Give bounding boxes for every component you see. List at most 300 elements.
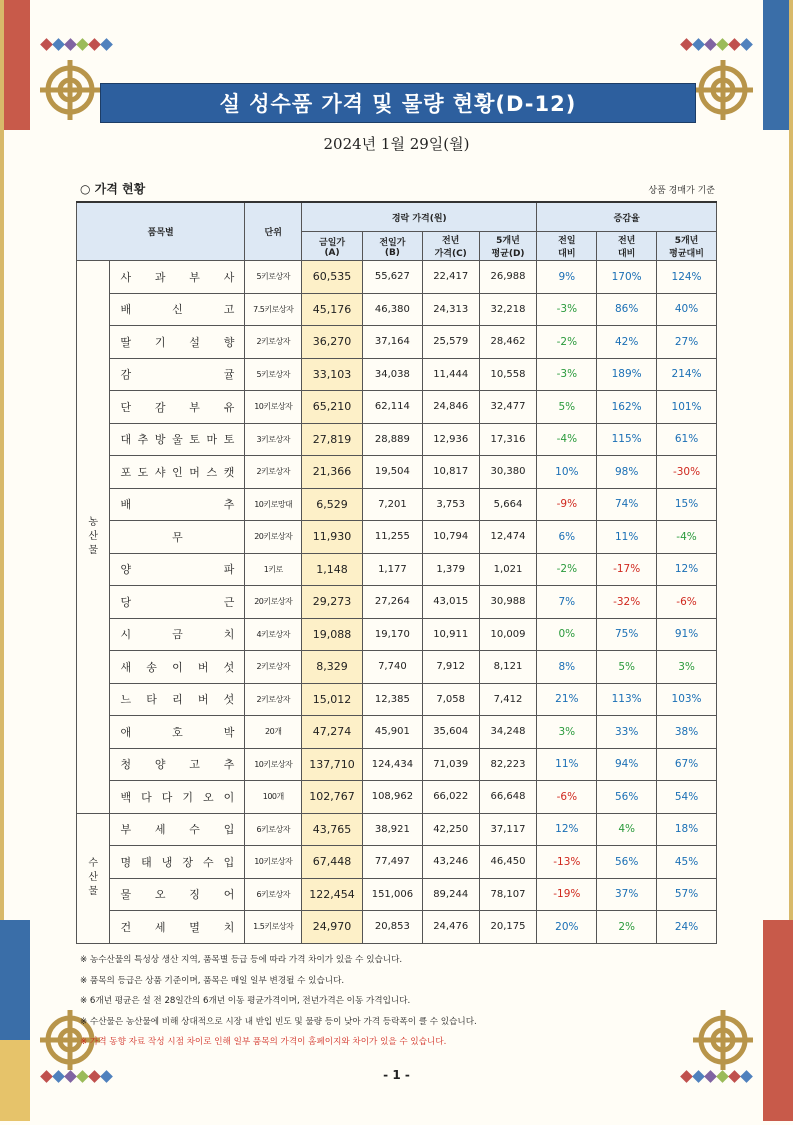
price-avg5: 46,450 [479, 846, 537, 879]
table-row [77, 748, 717, 781]
footnote: ※ 농수산물의 특성상 생산 지역, 품목별 등급 등에 따라 가격 차이가 있을 수 있습니다. [80, 955, 403, 965]
item-name-text [110, 854, 244, 870]
price-prev-day: 46,380 [362, 293, 422, 326]
item-name [110, 716, 245, 749]
price-prev-day: 7,201 [362, 488, 422, 521]
price-today: 21,366 [302, 456, 363, 489]
item-name-char: 방 [154, 433, 166, 447]
rate-vs-prev-day: -9% [537, 488, 597, 521]
item-name-char: 마 [206, 433, 218, 447]
item-name-char: 섯 [223, 660, 235, 674]
price-prev-year: 43,015 [422, 586, 479, 619]
table-row [77, 618, 717, 651]
page-number: - 1 - [383, 1068, 410, 1082]
price-today: 47,274 [302, 716, 363, 749]
item-name [110, 911, 245, 944]
item-name-text [110, 724, 244, 740]
unit-cell: 20키로상자 [245, 586, 302, 619]
item-name-char: 향 [223, 335, 235, 349]
item-name-char: 토 [189, 433, 200, 447]
item-name-char: 청 [120, 758, 132, 772]
item-name-char: 사 [120, 270, 132, 284]
unit-cell: 1.5키로상자 [245, 911, 302, 944]
item-name-char: 파 [223, 563, 235, 577]
item-name-char: 리 [172, 693, 183, 707]
price-prev-day: 34,038 [362, 358, 422, 391]
price-avg5: 34,248 [479, 716, 537, 749]
price-prev-year: 22,417 [422, 261, 479, 294]
rate-vs-prev-day: 0% [537, 618, 597, 651]
item-name-char: 기 [182, 790, 194, 804]
unit-cell: 5키로상자 [245, 261, 302, 294]
item-name-char: 감 [120, 368, 132, 382]
price-avg5: 66,648 [479, 781, 537, 814]
unit-cell: 2키로상자 [245, 651, 302, 684]
price-today: 43,765 [302, 813, 363, 846]
item-name-char: 울 [172, 433, 183, 447]
item-name-text [110, 626, 244, 642]
item-name-char: 세 [154, 823, 166, 837]
item-name-char: 추 [137, 433, 149, 447]
item-name-char: 어 [223, 888, 235, 902]
price-prev-day: 20,853 [362, 911, 422, 944]
price-today: 24,970 [302, 911, 363, 944]
price-prev-year: 10,817 [422, 456, 479, 489]
unit-cell: 5키로상자 [245, 358, 302, 391]
ornament-icon [35, 55, 105, 125]
table-row [77, 781, 717, 814]
item-name-text [110, 789, 244, 805]
price-prev-year: 24,846 [422, 391, 479, 424]
item-name [110, 423, 245, 456]
price-prev-day: 28,889 [362, 423, 422, 456]
rate-vs-prev-day: 10% [537, 456, 597, 489]
item-name-text [110, 431, 244, 447]
price-prev-year: 10,794 [422, 521, 479, 554]
footnote: ※ 품목의 등급은 상품 기준이며, 품목은 매일 일부 변경될 수 있습니다. [80, 975, 345, 986]
item-name-char: 머 [189, 465, 200, 479]
rate-vs-avg5: 3% [657, 651, 717, 684]
price-avg5: 17,316 [479, 423, 537, 456]
price-avg5: 10,558 [479, 358, 537, 391]
unit-cell: 6키로상자 [245, 813, 302, 846]
item-name-char: 입 [223, 855, 235, 869]
unit-cell: 2키로상자 [245, 326, 302, 359]
rate-vs-prev-day: 9% [537, 261, 597, 294]
price-avg5: 20,175 [479, 911, 537, 944]
item-name-char: 치 [223, 628, 235, 642]
price-avg5: 82,223 [479, 748, 537, 781]
price-prev-day: 19,504 [362, 456, 422, 489]
price-prev-day: 7,740 [362, 651, 422, 684]
item-name-char: 양 [120, 563, 132, 577]
price-prev-day: 55,627 [362, 261, 422, 294]
item-name-char: 호 [172, 725, 183, 739]
table-row [77, 553, 717, 586]
price-today: 11,930 [302, 521, 363, 554]
rate-vs-prev-day: 5% [537, 391, 597, 424]
price-today: 60,535 [302, 261, 363, 294]
price-avg5: 30,988 [479, 586, 537, 619]
item-name-char: 새 [120, 660, 132, 674]
price-today: 27,819 [302, 423, 363, 456]
table-row [77, 423, 717, 456]
item-name-char: 송 [146, 660, 157, 674]
price-today: 6,529 [302, 488, 363, 521]
price-today: 19,088 [302, 618, 363, 651]
price-prev-day: 19,170 [362, 618, 422, 651]
ornament-icon [688, 1005, 758, 1075]
price-prev-day: 12,385 [362, 683, 422, 716]
item-name-char: 오 [154, 888, 166, 902]
item-name-char: 이 [223, 790, 235, 804]
table-row [77, 683, 717, 716]
price-prev-day: 1,177 [362, 553, 422, 586]
item-name-char: 다 [141, 790, 152, 804]
item-name-char: 스 [206, 465, 218, 479]
header-prev-year: 전년 가격(C) [422, 232, 479, 261]
price-table-body [77, 261, 717, 944]
item-name-text [110, 594, 244, 610]
item-name-char: 캣 [223, 465, 235, 479]
unit-cell: 100개 [245, 781, 302, 814]
item-name-char: 신 [172, 303, 183, 317]
item-name-char: 대 [120, 433, 132, 447]
item-name-char: 섯 [223, 693, 235, 707]
price-today: 36,270 [302, 326, 363, 359]
item-name-char: 양 [154, 758, 166, 772]
item-name-char: 귤 [223, 368, 235, 382]
price-avg5: 26,988 [479, 261, 537, 294]
unit-cell: 10키로상자 [245, 748, 302, 781]
item-name-char: 설 [189, 335, 200, 349]
item-name [110, 651, 245, 684]
rate-vs-avg5: 101% [657, 391, 717, 424]
price-avg5: 10,009 [479, 618, 537, 651]
rate-vs-prev-day: 7% [537, 586, 597, 619]
rate-vs-prev-year: 56% [597, 781, 657, 814]
header-vs-prev-day: 전일 대비 [537, 232, 597, 261]
item-name-char: 장 [182, 855, 194, 869]
item-name [110, 293, 245, 326]
price-today: 45,176 [302, 293, 363, 326]
header-change-rate: 증감율 [537, 202, 717, 232]
header-avg5: 5개년 평균(D) [479, 232, 537, 261]
item-name-char: 시 [120, 628, 132, 642]
item-name-char: 애 [120, 725, 132, 739]
price-today: 65,210 [302, 391, 363, 424]
rate-vs-avg5: 40% [657, 293, 717, 326]
item-name-char: 냉 [161, 855, 173, 869]
rate-vs-prev-year: 74% [597, 488, 657, 521]
item-name-char: 세 [154, 920, 166, 934]
rate-vs-avg5: 124% [657, 261, 717, 294]
footnote-warning: ※ 가격 동향 자료 작성 시점 차이로 인해 일부 품목의 가격이 홈페이지와 차이가 있을 수 있습니다. [80, 1037, 447, 1047]
item-name [110, 846, 245, 879]
item-name-char: 배 [120, 498, 132, 512]
rate-vs-prev-year: 37% [597, 878, 657, 911]
price-today: 29,273 [302, 586, 363, 619]
price-basis-note: 상품 경매가 기준 [648, 186, 715, 196]
item-name [110, 781, 245, 814]
table-row [77, 586, 717, 619]
unit-cell: 10키로상자 [245, 846, 302, 879]
price-prev-year: 35,604 [422, 716, 479, 749]
price-prev-year: 66,022 [422, 781, 479, 814]
price-avg5: 1,021 [479, 553, 537, 586]
unit-cell: 4키로상자 [245, 618, 302, 651]
price-today: 67,448 [302, 846, 363, 879]
item-name-char: 타 [146, 693, 157, 707]
item-name-char: 징 [189, 888, 200, 902]
rate-vs-prev-day: 8% [537, 651, 597, 684]
table-row [77, 293, 717, 326]
price-today: 15,012 [302, 683, 363, 716]
rate-vs-avg5: -6% [657, 586, 717, 619]
price-prev-day: 108,962 [362, 781, 422, 814]
table-row [77, 261, 717, 294]
item-name-char: 오 [203, 790, 214, 804]
item-name-char: 근 [223, 595, 235, 609]
rate-vs-prev-day: 12% [537, 813, 597, 846]
rate-vs-prev-day: 20% [537, 911, 597, 944]
rate-vs-avg5: 91% [657, 618, 717, 651]
rate-vs-prev-year: 4% [597, 813, 657, 846]
item-name-char: 건 [120, 920, 132, 934]
rate-vs-avg5: 38% [657, 716, 717, 749]
item-name-char: 수 [189, 823, 200, 837]
category-label: 수 산 물 [77, 813, 110, 943]
price-prev-year: 7,058 [422, 683, 479, 716]
page-title: 설 성수품 가격 및 물량 현황(D-12) [219, 92, 577, 116]
price-avg5: 8,121 [479, 651, 537, 684]
rate-vs-prev-year: 170% [597, 261, 657, 294]
price-avg5: 32,218 [479, 293, 537, 326]
item-name-text [110, 464, 244, 480]
footnote: ※ 수산물은 농산물에 비해 상대적으로 시장 내 반입 빈도 및 물량 등이 낮아 가격 등락폭이 클 수 있습니다. [80, 1016, 477, 1027]
rate-vs-avg5: 214% [657, 358, 717, 391]
item-name-char: 박 [223, 725, 235, 739]
price-today: 1,148 [302, 553, 363, 586]
price-prev-year: 42,250 [422, 813, 479, 846]
table-row [77, 651, 717, 684]
table-row [77, 358, 717, 391]
item-name-char: 배 [120, 303, 132, 317]
price-prev-year: 11,444 [422, 358, 479, 391]
table-row [77, 878, 717, 911]
price-prev-year: 7,912 [422, 651, 479, 684]
item-name-char: 포 [120, 465, 132, 479]
rate-vs-prev-day: -6% [537, 781, 597, 814]
rate-vs-prev-day: -3% [537, 358, 597, 391]
item-name-char: 도 [137, 465, 149, 479]
unit-cell: 7.5키로상자 [245, 293, 302, 326]
item-name-char: 백 [120, 790, 132, 804]
price-avg5: 28,462 [479, 326, 537, 359]
rate-vs-avg5: 27% [657, 326, 717, 359]
rate-vs-prev-year: 94% [597, 748, 657, 781]
rate-vs-prev-year: 115% [597, 423, 657, 456]
rate-vs-prev-year: 75% [597, 618, 657, 651]
rate-vs-avg5: 57% [657, 878, 717, 911]
rate-vs-prev-day: 11% [537, 748, 597, 781]
item-name-text [110, 496, 244, 512]
table-row [77, 911, 717, 944]
table-row [77, 488, 717, 521]
item-name-char: 다 [161, 790, 173, 804]
rate-vs-prev-day: 3% [537, 716, 597, 749]
item-name [110, 391, 245, 424]
item-name-char: 추 [223, 498, 235, 512]
price-avg5: 78,107 [479, 878, 537, 911]
report-date: 2024년 1월 29일(월) [323, 135, 470, 153]
rate-vs-prev-year: -17% [597, 553, 657, 586]
rate-vs-prev-day: -4% [537, 423, 597, 456]
price-prev-day: 45,901 [362, 716, 422, 749]
price-avg5: 30,380 [479, 456, 537, 489]
price-avg5: 12,474 [479, 521, 537, 554]
diamond-dots-icon [682, 40, 751, 49]
rate-vs-prev-day: 21% [537, 683, 597, 716]
rate-vs-prev-day: 6% [537, 521, 597, 554]
item-name-text [110, 301, 244, 317]
item-name-char: 명 [120, 855, 132, 869]
unit-cell: 6키로상자 [245, 878, 302, 911]
table-row [77, 716, 717, 749]
header-auction-price: 경락 가격(원) [302, 202, 537, 232]
price-prev-day: 62,114 [362, 391, 422, 424]
item-name-char: 물 [120, 888, 132, 902]
table-row [77, 456, 717, 489]
rate-vs-prev-year: -32% [597, 586, 657, 619]
item-name-char: 입 [223, 823, 235, 837]
ornament-icon [688, 55, 758, 125]
item-name-char: 버 [197, 693, 209, 707]
price-prev-year: 89,244 [422, 878, 479, 911]
item-name-text [110, 886, 244, 902]
item-name-char: 느 [120, 693, 132, 707]
rate-vs-avg5: 15% [657, 488, 717, 521]
price-today: 102,767 [302, 781, 363, 814]
rate-vs-prev-year: 162% [597, 391, 657, 424]
price-prev-day: 124,434 [362, 748, 422, 781]
item-name-char: 샤 [154, 465, 166, 479]
item-name [110, 618, 245, 651]
rate-vs-prev-day: -2% [537, 553, 597, 586]
item-name [110, 326, 245, 359]
price-table [76, 201, 717, 944]
rate-vs-avg5: -4% [657, 521, 717, 554]
item-name-char: 태 [141, 855, 152, 869]
price-prev-day: 38,921 [362, 813, 422, 846]
rate-vs-avg5: 18% [657, 813, 717, 846]
price-prev-year: 24,313 [422, 293, 479, 326]
rate-vs-prev-year: 2% [597, 911, 657, 944]
item-name-char: 유 [223, 400, 235, 414]
item-name-char: 금 [172, 628, 183, 642]
rate-vs-prev-day: -13% [537, 846, 597, 879]
section-title: ○ 가격 현황 [80, 182, 146, 196]
price-today: 137,710 [302, 748, 363, 781]
price-avg5: 32,477 [479, 391, 537, 424]
header-prev-day: 전일가 (B) [362, 232, 422, 261]
item-name [110, 878, 245, 911]
unit-cell: 20키로상자 [245, 521, 302, 554]
item-name [110, 683, 245, 716]
right-strip-pattern [763, 0, 793, 1121]
price-prev-year: 43,246 [422, 846, 479, 879]
title-bar [100, 83, 696, 123]
item-name-char: 고 [189, 758, 200, 772]
item-name [110, 456, 245, 489]
price-avg5: 5,664 [479, 488, 537, 521]
rate-vs-prev-year: 113% [597, 683, 657, 716]
rate-vs-avg5: 45% [657, 846, 717, 879]
price-prev-year: 1,379 [422, 553, 479, 586]
header-unit: 단위 [245, 202, 302, 261]
item-name [110, 748, 245, 781]
footnote: ※ 6개년 평균은 설 전 28일간의 6개년 이동 평균가격이며, 전년가격은 이동 가격입니다. [80, 996, 411, 1006]
item-name-char: 토 [223, 433, 235, 447]
rate-vs-prev-year: 5% [597, 651, 657, 684]
item-name [110, 488, 245, 521]
price-avg5: 7,412 [479, 683, 537, 716]
diamond-dots-icon [42, 40, 111, 49]
rate-vs-prev-year: 98% [597, 456, 657, 489]
price-prev-year: 24,476 [422, 911, 479, 944]
item-name-text [110, 529, 244, 545]
item-name-char: 인 [172, 465, 183, 479]
rate-vs-avg5: 103% [657, 683, 717, 716]
unit-cell: 10키로망대 [245, 488, 302, 521]
price-prev-year: 10,911 [422, 618, 479, 651]
price-prev-day: 11,255 [362, 521, 422, 554]
item-name-char: 멸 [189, 920, 200, 934]
rate-vs-avg5: -30% [657, 456, 717, 489]
left-strip-pattern [0, 0, 30, 1121]
item-name-text [110, 366, 244, 382]
price-prev-day: 151,006 [362, 878, 422, 911]
price-prev-year: 3,753 [422, 488, 479, 521]
item-name-char: 치 [223, 920, 235, 934]
item-name-text [110, 561, 244, 577]
price-prev-year: 12,936 [422, 423, 479, 456]
rate-vs-avg5: 61% [657, 423, 717, 456]
table-row [77, 521, 717, 554]
header-vs-avg5: 5개년 평균대비 [657, 232, 717, 261]
item-name-char: 감 [154, 400, 166, 414]
item-name-char: 부 [120, 823, 132, 837]
rate-vs-prev-year: 189% [597, 358, 657, 391]
unit-cell: 10키로상자 [245, 391, 302, 424]
item-name-text [110, 919, 244, 935]
rate-vs-avg5: 67% [657, 748, 717, 781]
right-decorative-strip [763, 0, 793, 1121]
item-name-char: 딸 [120, 335, 132, 349]
table-row [77, 326, 717, 359]
table-row [77, 813, 717, 846]
item-name-text [110, 399, 244, 415]
price-today: 122,454 [302, 878, 363, 911]
rate-vs-avg5: 54% [657, 781, 717, 814]
item-name-char: 단 [120, 400, 132, 414]
rate-vs-avg5: 24% [657, 911, 717, 944]
item-name [110, 813, 245, 846]
item-name-text [110, 269, 244, 285]
header-item: 품목별 [77, 202, 245, 261]
item-name-text [110, 691, 244, 707]
rate-vs-prev-day: -2% [537, 326, 597, 359]
